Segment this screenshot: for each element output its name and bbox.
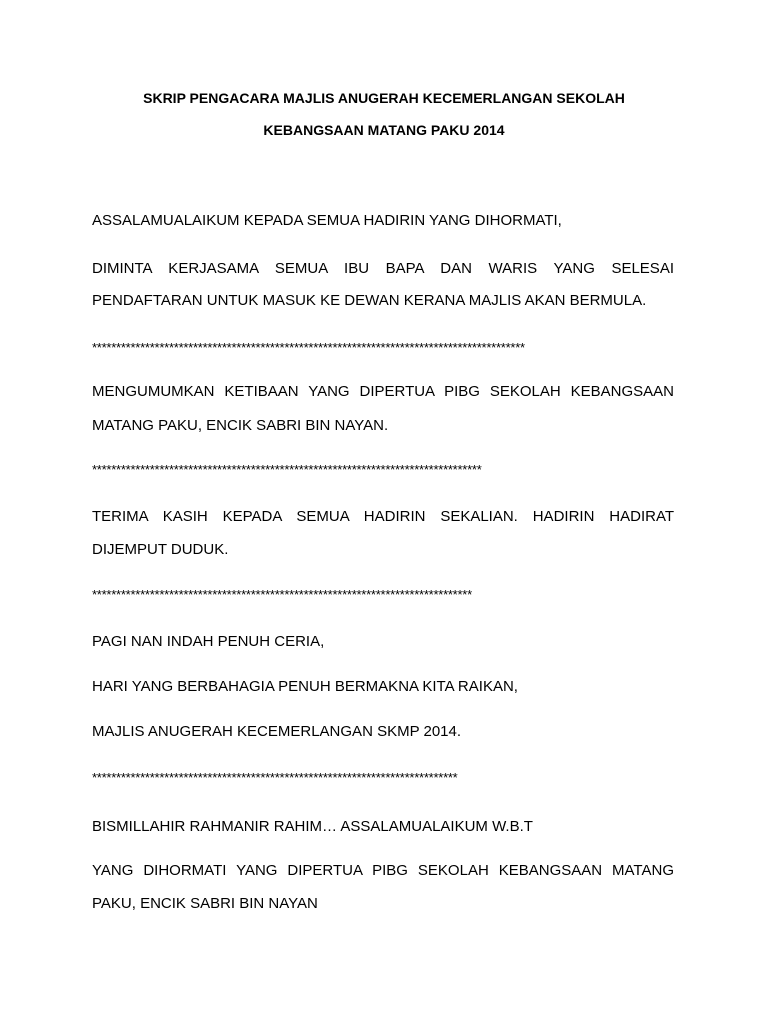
text-line: MENGUMUMKAN KETIBAAN YANG DIPERTUA PIBG SEKOLAH KEBANGSAAN [92, 383, 674, 400]
greeting-line: ASSALAMUALAIKUM KEPADA SEMUA HADIRIN YANG DIHORMATI, [92, 212, 562, 229]
text-line: TERIMA KASIH KEPADA SEMUA HADIRIN SEKALIAN. HADIRIN HADIRAT [92, 508, 674, 525]
text-line: PENDAFTARAN UNTUK MASUK KE DEWAN KERANA MAJLIS AKAN BERMULA. [92, 292, 647, 309]
text-line: PAGI NAN INDAH PENUH CERIA, [92, 633, 325, 650]
text-line: PAKU, ENCIK SABRI BIN NAYAN [92, 895, 318, 912]
text-line: DIMINTA KERJASAMA SEMUA IBU BAPA DAN WARIS YANG SELESAI [92, 260, 674, 277]
text-line: YANG DIHORMATI YANG DIPERTUA PIBG SEKOLAH KEBANGSAAN MATANG [92, 862, 674, 879]
document-title-line-2: KEBANGSAAN MATANG PAKU 2014 [263, 122, 505, 138]
document-title-line-1: SKRIP PENGACARA MAJLIS ANUGERAH KECEMERLANGAN SEKOLAH [143, 90, 625, 106]
text-line: MAJLIS ANUGERAH KECEMERLANGAN SKMP 2014. [92, 723, 462, 740]
separator-line: ****************************************************************************************** [92, 340, 525, 355]
separator-line: **************************************************************************** [92, 770, 458, 785]
text-line: HARI YANG BERBAHAGIA PENUH BERMAKNA KITA RAIKAN, [92, 678, 518, 695]
text-line: MATANG PAKU, ENCIK SABRI BIN NAYAN. [92, 417, 389, 434]
separator-line: ******************************************************************************* [92, 587, 472, 602]
text-line: BISMILLAHIR RAHMANIR RAHIM… ASSALAMUALAIKUM W.B.T [92, 818, 533, 835]
separator-line: ********************************************************************************* [92, 462, 482, 477]
text-line: DIJEMPUT DUDUK. [92, 541, 229, 558]
